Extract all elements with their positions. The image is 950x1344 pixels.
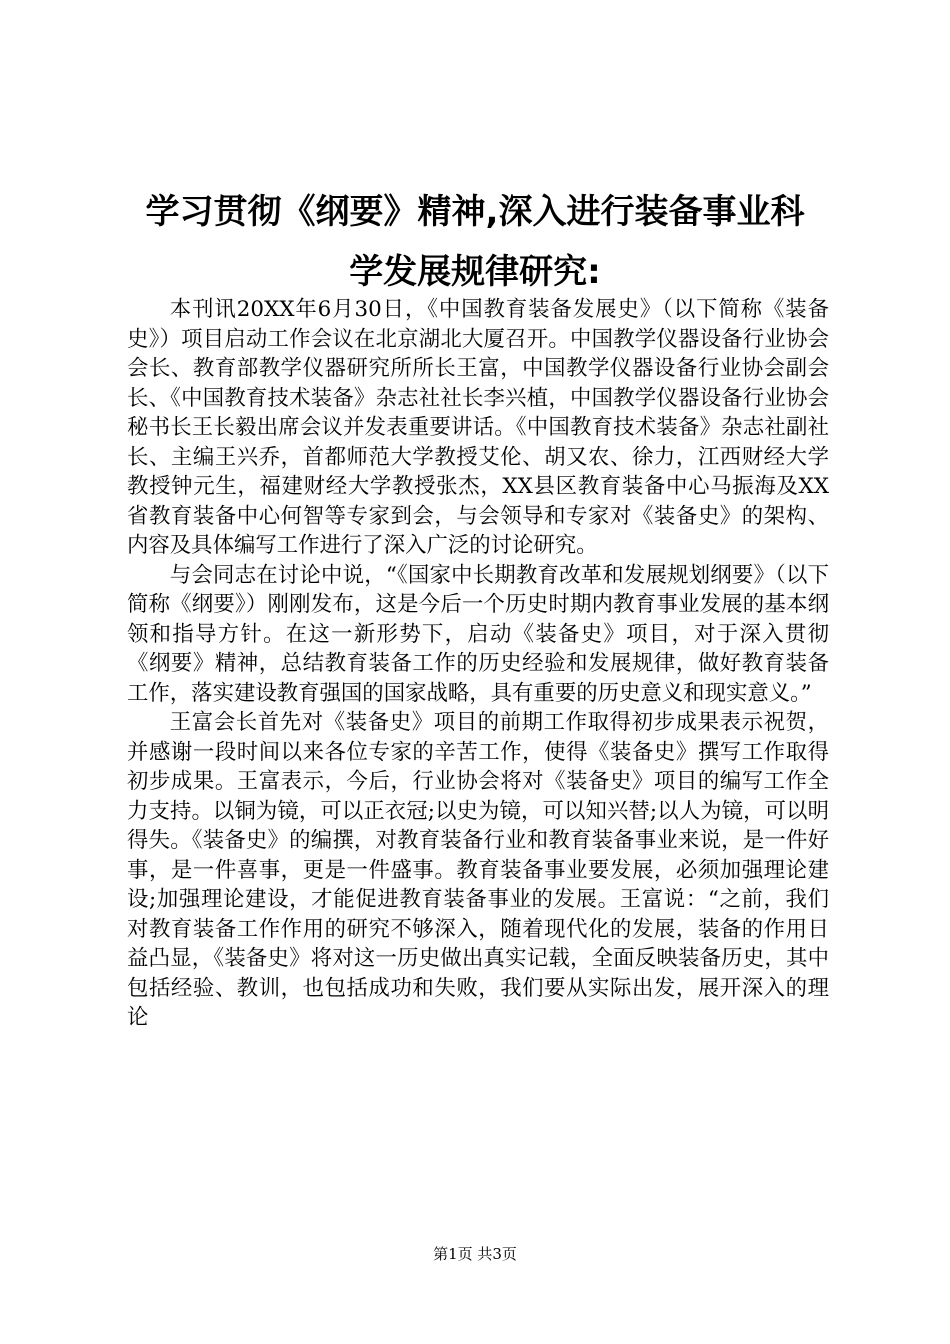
document-title [120,182,830,302]
title-line-2: 学发展规律研究: [349,252,601,292]
document-body [127,295,829,1033]
paragraph-2: 与会同志在讨论中说，“《国家中长期教育改革和发展规划纲要》（以下简称《纲要》）刚刚发布，这是今后一个历史时期内教育事业发展的基本纲领和指导方针。在这一新形势下，启动《装备史》项目，对于深入贯彻《纲要》精神，总结教育装备工作的历史经验和发展规律，做好教育装备工作，落实建设教育强国的国家战略，具有重要的历史意义和现实意义。” [127,562,829,706]
paragraph-1: 本刊讯20XX年6月30日，《中国教育装备发展史》（以下简称《装备史》）项目启动工作会议在北京湖北大厦召开。中国教学仪器设备行业协会会长、教育部教学仪器研究所所长王富，中国教学仪器设备行业协会副会长、《中国教育技术装备》杂志社社长李兴植，中国教学仪器设备行业协会秘书长王长毅出席会议并发表重要讲话。《中国教育技术装备》杂志社副社长、主编王兴乔，首都师范大学教授艾伦、胡又农、徐力，江西财经大学教授钟元生，福建财经大学教授张杰，XX县区教育装备中心马振海及XX省教育装备中心何智等专家到会，与会领导和专家对《装备史》的架构、内容及具体编写工作进行了深入广泛的讨论研究。 [127,297,829,558]
paragraph-3: 王富会长首先对《装备史》项目的前期工作取得初步成果表示祝贺，并感谢一段时间以来各位专家的辛苦工作，使得《装备史》撰写工作取得初步成果。王富表示，今后，行业协会将对《装备史》项目的编写工作全力支持。以铜为镜，可以正衣冠;以史为镜，可以知兴替;以人为镜，可以明得失。《装备史》的编撰，对教育装备行业和教育装备事业来说，是一件好事，是一件喜事，更是一件盛事。教育装备事业要发展，必须加强理论建设;加强理论建设，才能促进教育装备事业的发展。王富说：“之前，我们对教育装备工作作用的研究不够深入，随着现代化的发展，装备的作用日益凸显，《装备史》将对这一历史做出真实记载，全面反映装备历史，其中包括经验、教训，也包括成功和失败，我们要从实际出发，展开深入的理论 [127,710,829,1030]
title-line-1: 学习贯彻《纲要》精神,深入进行装备事业科 [145,192,805,232]
page-number-footer: 第1页 共3页 [433,1245,517,1263]
